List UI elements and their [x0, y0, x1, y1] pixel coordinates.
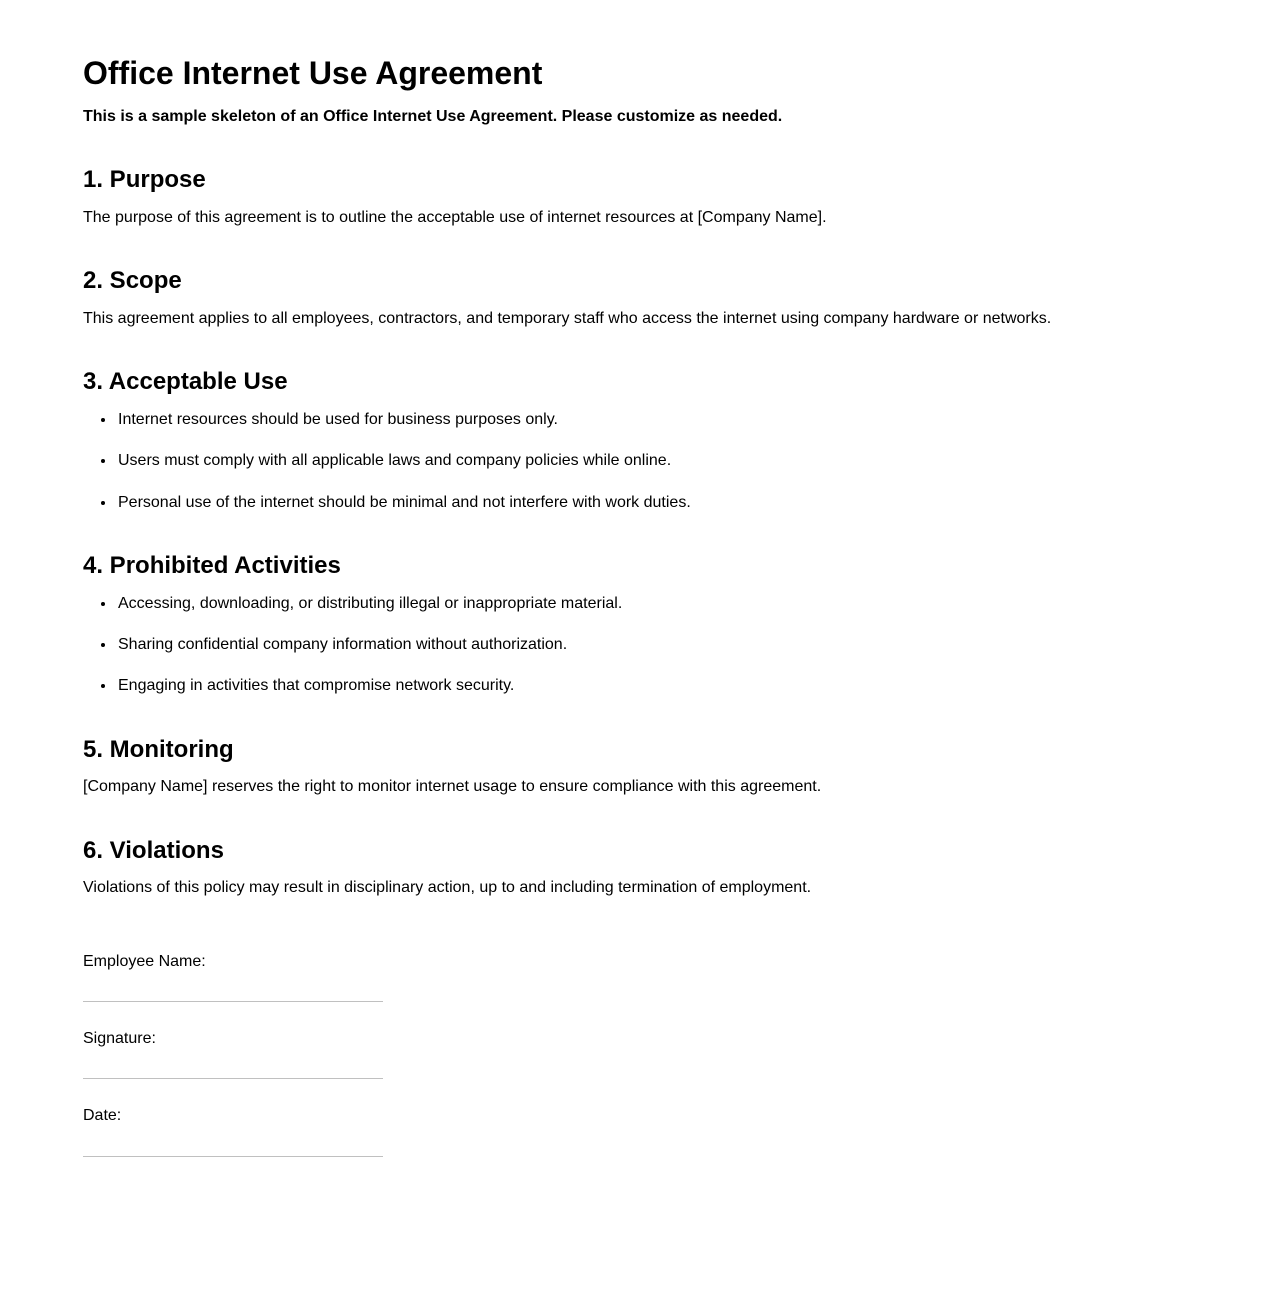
section-body-scope: This agreement applies to all employees, contractors, and temporary staff who access the internet using company hardware or networks. — [83, 309, 1052, 327]
bullet-item: • Internet resources should be used for business purposes only. — [116, 411, 1198, 429]
signature-block — [83, 953, 1198, 1157]
section-body-violations: Violations of this policy may result in disciplinary action, up to and including termination of employment. — [83, 879, 812, 897]
section-heading-purpose: 1. Purpose — [83, 166, 206, 194]
section-heading-acceptable-use: 3. Acceptable Use — [83, 368, 288, 396]
employee-name-signature-line — [83, 1001, 383, 1002]
bullet-item: • Accessing, downloading, or distributing illegal or inappropriate material. — [116, 595, 1198, 613]
section-heading-scope: 2. Scope — [83, 267, 182, 295]
section-heading-violations: 6. Violations — [83, 836, 224, 864]
signature-signature-line — [83, 1078, 383, 1079]
section-body-purpose: The purpose of this agreement is to outline the acceptable use of internet resources at [Company Name]. — [83, 208, 827, 226]
section-heading-prohibited-activities: 4. Prohibited Activities — [83, 551, 341, 579]
section-body-monitoring: [Company Name] reserves the right to monitor internet usage to ensure compliance with this agreement. — [83, 778, 822, 796]
page-title: Office Internet Use Agreement — [83, 55, 543, 91]
signature-label: Signature: — [83, 1030, 156, 1048]
employee-name-label: Employee Name: — [83, 952, 206, 970]
bullet-item: • Users must comply with all applicable laws and company policies while online. — [116, 452, 1198, 470]
intro-text: This is a sample skeleton of an Office Internet Use Agreement. Please customize as needed. — [83, 107, 783, 125]
date-label: Date: — [83, 1107, 122, 1125]
acceptable-use-list — [83, 411, 1198, 512]
bullet-item: • Personal use of the internet should be minimal and not interfere with work duties. — [116, 494, 1198, 512]
bullet-item: • Engaging in activities that compromise network security. — [116, 677, 1198, 695]
section-heading-monitoring: 5. Monitoring — [83, 735, 234, 763]
date-signature-line — [83, 1156, 383, 1157]
prohibited-activities-list — [83, 595, 1198, 696]
bullet-item: • Sharing confidential company information without authorization. — [116, 636, 1198, 654]
